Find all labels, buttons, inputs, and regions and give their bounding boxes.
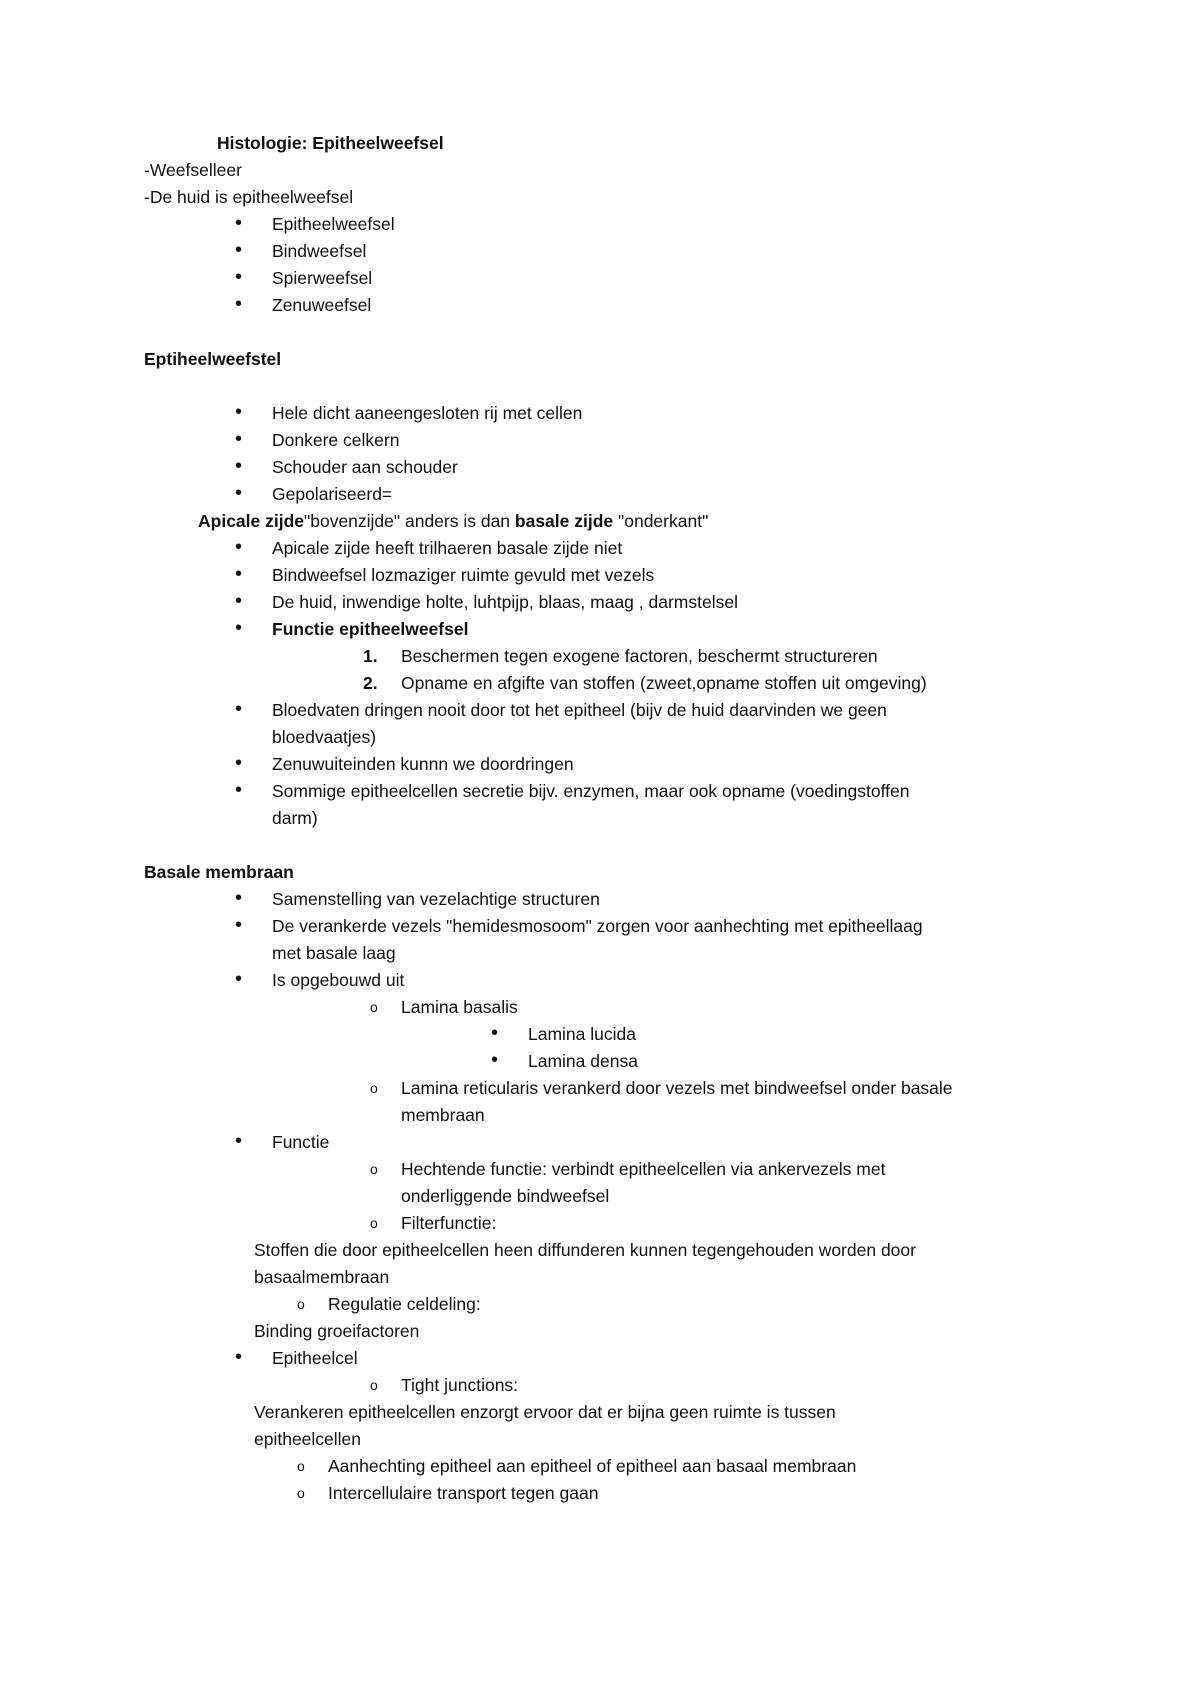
line-text: Epitheelweefsel [272,214,395,234]
line-text: Basale membraan [144,862,294,882]
line-text: darm) [272,808,318,828]
list-number: 2. [363,673,378,693]
bullet-icon: • [235,212,243,234]
line-text: Hechtende functie: verbindt epitheelcellen via ankervezels met [401,1159,886,1179]
bullet-icon: • [235,293,243,315]
line-text: Opname en afgifte van stoffen (zweet,opname stoffen uit omgeving) [401,673,927,693]
bullet-icon: • [235,698,243,720]
bullet-icon: • [235,482,243,504]
line-text: Lamina densa [528,1051,638,1071]
text-run: "onderkant" [613,511,709,531]
line-text: -De huid is epitheelweefsel [144,187,354,207]
bullet-icon: • [235,914,243,936]
circle-bullet-icon: o [370,1080,378,1096]
line-text: Binding groeifactoren [254,1321,420,1341]
line-text: membraan [401,1105,485,1125]
bullet-icon: • [235,968,243,990]
line-text: Stoffen die door epitheelcellen heen diffunderen kunnen tegengehouden worden door [254,1240,916,1260]
line-text: De verankerde vezels "hemidesmosoom" zorgen voor aanhechting met epitheellaag [272,916,923,936]
bullet-icon: • [235,455,243,477]
line-text: bloedvaatjes) [272,727,377,747]
line-text [198,508,708,534]
line-text: Bloedvaten dringen nooit door tot het epitheel (bijv de huid daarvinden we geen [272,700,887,720]
line-text: onderliggende bindweefsel [401,1186,610,1206]
line-text: Lamina reticularis verankerd door vezels met bindweefsel onder basale [401,1078,953,1098]
circle-bullet-icon: o [370,1161,378,1177]
line-text: Functie [272,1132,330,1152]
line-text: Donkere celkern [272,430,400,450]
line-text: Histologie: Epitheelweefsel [217,133,444,153]
line-text: epitheelcellen [254,1429,362,1449]
line-text: Spierweefsel [272,268,373,288]
line-text: Gepolariseerd= [272,484,393,504]
bullet-icon: • [235,779,243,801]
bullet-icon: • [235,401,243,423]
line-text: Functie epitheelweefsel [272,619,469,639]
bold-term: basale zijde [514,511,614,531]
list-number: 1. [363,646,378,666]
line-text: Hele dicht aaneengesloten rij met cellen [272,403,583,423]
bullet-icon: • [235,1346,243,1368]
line-text: Filterfunctie: [401,1213,497,1233]
line-text: Bindweefsel [272,241,367,261]
bullet-icon: • [235,428,243,450]
line-text: Lamina basalis [401,997,518,1017]
line-text: met basale laag [272,943,396,963]
bold-term: Apicale zijde [198,511,305,531]
line-text: Sommige epitheelcellen secretie bijv. enzymen, maar ook opname (voedingstoffen [272,781,910,801]
line-text: Samenstelling van vezelachtige structuren [272,889,600,909]
line-text: -Weefselleer [144,160,242,180]
circle-bullet-icon: o [297,1296,305,1312]
bullet-icon: • [235,563,243,585]
bullet-icon: • [491,1022,499,1044]
bullet-icon: • [235,752,243,774]
line-text: Zenuweefsel [272,295,372,315]
bullet-icon: • [235,1130,243,1152]
line-text: De huid, inwendige holte, luhtpijp, blaas, maag , darmstelsel [272,592,738,612]
circle-bullet-icon: o [370,1377,378,1393]
bullet-icon: • [491,1049,499,1071]
line-text: Zenuwuiteinden kunnn we doordringen [272,754,574,774]
bullet-icon: • [235,590,243,612]
line-text: Bindweefsel lozmaziger ruimte gevuld met vezels [272,565,655,585]
line-text: Lamina lucida [528,1024,636,1044]
line-text: Aanhechting epitheel aan epitheel of epitheel aan basaal membraan [328,1456,857,1476]
bullet-icon: • [235,536,243,558]
line-text: Is opgebouwd uit [272,970,405,990]
bullet-icon: • [235,617,243,639]
circle-bullet-icon: o [297,1485,305,1501]
line-text: Apicale zijde heeft trilhaeren basale zijde niet [272,538,623,558]
line-text: Epitheelcel [272,1348,358,1368]
line-text: Beschermen tegen exogene factoren, beschermt structureren [401,646,878,666]
circle-bullet-icon: o [370,1215,378,1231]
text-run: "bovenzijde" anders is dan [304,511,515,531]
line-text: Schouder aan schouder [272,457,458,477]
line-text: basaalmembraan [254,1267,390,1287]
bullet-icon: • [235,887,243,909]
bullet-icon: • [235,239,243,261]
line-text: Eptiheelweefstel [144,349,282,369]
circle-bullet-icon: o [370,999,378,1015]
line-text: Intercellulaire transport tegen gaan [328,1483,599,1503]
line-text: Verankeren epitheelcellen enzorgt ervoor dat er bijna geen ruimte is tussen [254,1402,836,1422]
line-text: Tight junctions: [401,1375,519,1395]
bullet-icon: • [235,266,243,288]
line-text: Regulatie celdeling: [328,1294,481,1314]
circle-bullet-icon: o [297,1458,305,1474]
